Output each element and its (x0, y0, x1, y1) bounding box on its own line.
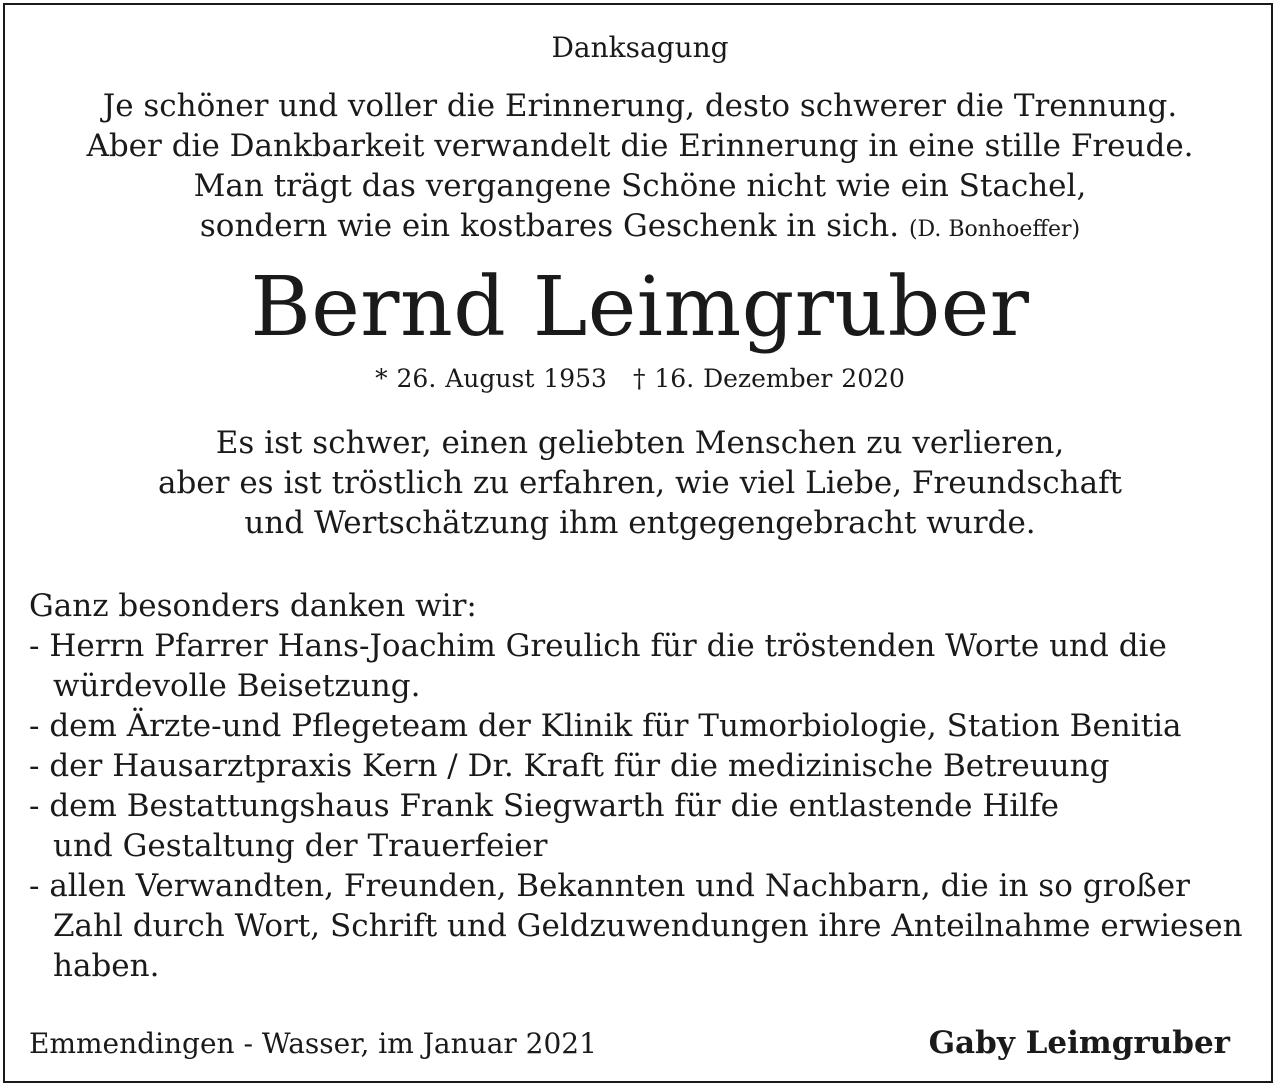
signature: Gaby Leimgruber (928, 1025, 1230, 1061)
quote-line: Aber die Dankbarkeit verwandelt die Erinnerung in eine stille Freude. (86, 128, 1194, 164)
place-date: Emmendingen - Wasser, im Januar 2021 (29, 1027, 597, 1060)
thanks-item-relatives: - allen Verwandten, Freunden, Bekannten und Nachbarn, die in so großer (29, 868, 1190, 904)
notice-heading: Danksagung (551, 31, 729, 64)
death-date: † 16. Dezember 2020 (632, 364, 905, 393)
quote-block (0, 86, 1280, 250)
thanks-section (29, 586, 1259, 986)
thanks-item-pastor: - Herrn Pfarrer Hans-Joachim Greulich für die tröstenden Worte und die (29, 628, 1167, 664)
life-dates (0, 362, 1280, 396)
comfort-text (0, 423, 1280, 543)
quote-author: (D. Bonhoeffer) (908, 217, 1081, 242)
comfort-line: Es ist schwer, einen geliebten Menschen zu verlieren, (215, 425, 1065, 461)
thanks-intro: Ganz besonders danken wir: (29, 588, 477, 624)
quote-line-with-author (0, 206, 1280, 250)
thanks-item-clinic: - dem Ärzte-und Pflegeteam der Klinik für Tumorbiologie, Station Benitia (29, 708, 1182, 744)
deceased-name: Bernd Leimgruber (250, 260, 1030, 355)
thanks-item-relatives-cont: haben. (53, 948, 160, 984)
thanks-item-funeral-home-cont: und Gestaltung der Trauerfeier (53, 828, 548, 864)
quote-line: Je schöner und voller die Erinnerung, desto schwerer die Trennung. (102, 88, 1178, 124)
quote-line: Man trägt das vergangene Schöne nicht wie ein Stachel, (193, 168, 1087, 204)
comfort-line: und Wertschätzung ihm entgegengebracht wurde. (244, 505, 1036, 541)
thanks-item-doctor: - der Hausarztpraxis Kern / Dr. Kraft für die medizinische Betreuung (29, 748, 1110, 784)
thanks-item-relatives-cont: Zahl durch Wort, Schrift und Geldzuwendungen ihre Anteilnahme erwiesen (53, 908, 1243, 944)
birth-date: * 26. August 1953 (375, 364, 607, 393)
thanks-item-pastor-cont: würdevolle Beisetzung. (53, 668, 421, 704)
thanks-item-funeral-home: - dem Bestattungshaus Frank Siegwarth für die entlastende Hilfe (29, 788, 1060, 824)
comfort-line: aber es ist tröstlich zu erfahren, wie viel Liebe, Freundschaft (157, 465, 1122, 501)
quote-line: sondern wie ein kostbares Geschenk in sich. (199, 208, 900, 244)
